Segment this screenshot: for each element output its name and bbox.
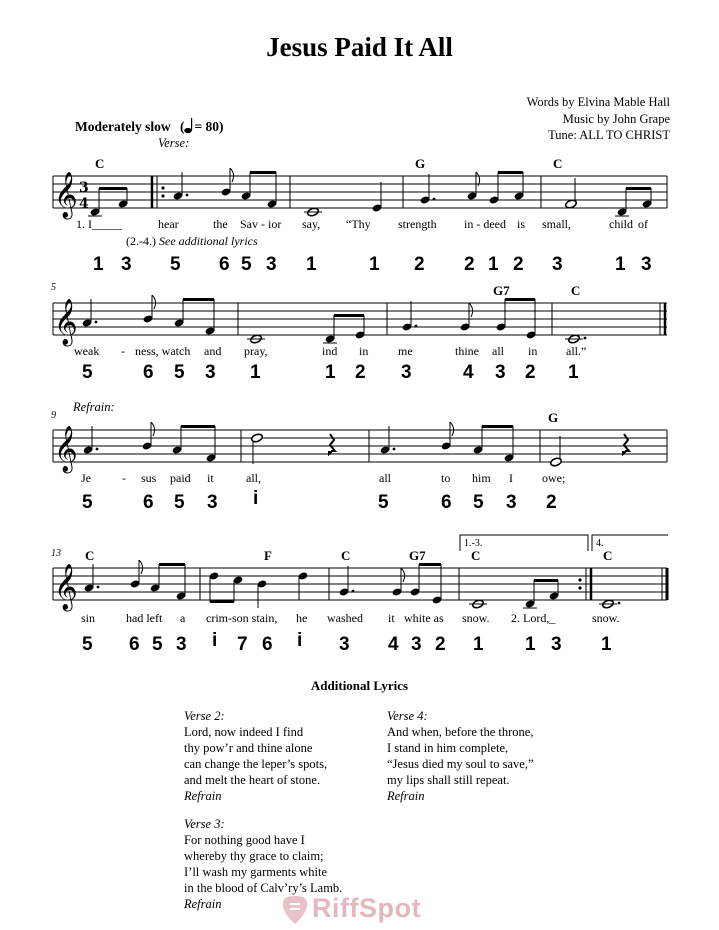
scale-degree: 2 [414, 254, 425, 275]
music-staff [0, 560, 719, 614]
verse-line: Lord, now indeed I find [184, 725, 304, 739]
verse-label: Verse: [158, 136, 190, 150]
scale-degree: 3 [552, 254, 563, 275]
ending-brackets [458, 533, 673, 553]
verse-line: And when, before the throne, [387, 725, 534, 739]
lyric-syllable: had left [126, 611, 163, 625]
refrain-cue: Refrain [387, 789, 425, 803]
verse-label: Verse 3: [184, 817, 225, 831]
quarter-note-icon [184, 118, 194, 134]
chord-symbol: C [85, 548, 95, 563]
verse-line: “Jesus died my soul to save,” [387, 757, 534, 771]
scale-degree: 3 [551, 634, 562, 655]
scale-degree: 5 [241, 254, 252, 275]
treble-clef-icon: 𝄞 [54, 172, 78, 218]
treble-clef-icon: 𝄞 [54, 426, 78, 472]
chord-symbol: C [603, 548, 613, 563]
lyric-syllable: all.” [566, 344, 587, 358]
lyric-syllable: paid [170, 471, 191, 485]
lyric-syllable: say, [302, 217, 321, 231]
chord-symbol: F [264, 548, 272, 563]
additional-lyrics-note [126, 234, 258, 249]
tempo-marking [75, 118, 224, 135]
scale-degree: 3 [506, 492, 517, 513]
lyric-syllable: Sav - ior [240, 217, 282, 231]
chord-symbol: G [415, 156, 426, 171]
refrain-cue: Refrain [184, 897, 222, 911]
treble-clef-icon: 𝄞 [54, 299, 78, 345]
verse-label: Verse 4: [387, 709, 428, 723]
first-ending-label: 1.-3. [464, 538, 483, 549]
chord-symbol: G7 [409, 548, 426, 563]
verse-line: in the blood of Calv’ry’s Lamb. [184, 881, 343, 895]
lyric-syllable: it [388, 611, 395, 625]
scale-degree: 1 [369, 254, 380, 275]
verse-label: Verse 2: [184, 709, 225, 723]
lyric-syllable: snow. [592, 611, 620, 625]
lyric-syllable: - [121, 344, 125, 358]
scale-degree: 3 [205, 362, 216, 383]
music-staff [0, 168, 719, 222]
second-ending-label: 4. [596, 538, 604, 549]
scale-degree: 5 [82, 362, 93, 383]
scale-degree: 3 [411, 634, 422, 655]
verse-line: I’ll wash my garments white [184, 865, 328, 879]
measure-number: 13 [51, 548, 61, 559]
lyric-syllable: ness, watch [135, 344, 191, 358]
scale-degree: 1 [525, 634, 536, 655]
lyric-syllable: to [441, 471, 451, 485]
chord-symbol: C [571, 283, 581, 298]
page-title: Jesus Paid It All [266, 32, 453, 62]
scale-degree: 1 [250, 362, 261, 383]
verse-line: my lips shall still repeat. [387, 773, 510, 787]
scale-degree: 5 [174, 492, 185, 513]
lyric-syllable: pray, [244, 344, 268, 358]
tempo-value: = 80) [194, 119, 224, 134]
chord-symbol: G7 [493, 283, 510, 298]
lyric-syllable: white as [404, 611, 444, 625]
refrain-label: Refrain: [73, 400, 115, 414]
lyric-syllable: in [528, 344, 538, 358]
refrain-cue: Refrain [184, 789, 222, 803]
time-sig-bottom: 4 [79, 196, 89, 212]
chord-symbol: C [471, 548, 481, 563]
lyric-syllable: 1. I_____ [76, 217, 122, 231]
lyric-syllable: snow. [462, 611, 490, 625]
verse-line: thy pow’r and thine alone [184, 741, 313, 755]
scale-degree: 1 [93, 254, 104, 275]
scale-degree: 6 [262, 634, 273, 655]
verse-range: (2.-4.) [126, 234, 156, 248]
lyric-syllable: child [609, 217, 633, 231]
verse-line: I stand in him complete, [387, 741, 509, 755]
scale-degree: 2 [513, 254, 524, 275]
scale-degree: 6 [129, 634, 140, 655]
scale-degree: 3 [266, 254, 277, 275]
tempo-label: Moderately slow [75, 119, 171, 134]
scale-degree: 2 [525, 362, 536, 383]
scale-degree: 5 [170, 254, 181, 275]
verse-line: can change the leper’s spots, [184, 757, 328, 771]
verse-block [387, 708, 534, 804]
lyric-syllable: me [398, 344, 413, 358]
lyric-syllable: of [638, 217, 648, 231]
measure-number: 9 [51, 410, 56, 421]
guitar-pick-icon [280, 894, 310, 926]
music-credit: Music by John Grape [562, 112, 670, 126]
lyric-syllable: all [379, 471, 391, 485]
lyric-syllable: small, [542, 217, 571, 231]
lyric-syllable: him [472, 471, 491, 485]
lyric-syllable: a [180, 611, 186, 625]
lyric-syllable: washed [327, 611, 363, 625]
time-sig-top: 3 [79, 180, 89, 196]
scale-degree: 6 [143, 362, 154, 383]
lyric-syllable: hear [158, 217, 179, 231]
lyric-syllable: 2. Lord,_ [511, 611, 556, 625]
scale-degree: 5 [174, 362, 185, 383]
scale-degree: 2 [464, 254, 475, 275]
chord-symbol: C [341, 548, 351, 563]
scale-degree: 3 [401, 362, 412, 383]
scale-degree: 3 [176, 634, 187, 655]
lyric-syllable: the [213, 217, 228, 231]
scale-degree: 7 [237, 634, 248, 655]
music-staff [0, 295, 719, 349]
lyric-syllable: I [509, 471, 513, 485]
scale-degree: 5 [82, 492, 93, 513]
scale-degree: 3 [641, 254, 652, 275]
scale-degree: 2 [435, 634, 446, 655]
tune-credit: Tune: ALL TO CHRIST [548, 128, 670, 142]
lyric-syllable: sus [141, 471, 157, 485]
scale-degree: 5 [378, 492, 389, 513]
lyric-syllable: thine [455, 344, 479, 358]
scale-degree: 3 [495, 362, 506, 383]
quarter-rest-icon [623, 434, 629, 454]
lyric-syllable: strength [398, 217, 437, 231]
scale-degree: i [253, 488, 259, 509]
see-additional-note: See additional lyrics [159, 234, 258, 248]
scale-degree: 2 [355, 362, 366, 383]
lyric-syllable: all [492, 344, 504, 358]
lyric-syllable: he [296, 611, 308, 625]
lyric-syllable: Je [81, 471, 91, 485]
scale-degree: 1 [568, 362, 579, 383]
chord-symbol: G [548, 410, 559, 425]
verse-block [184, 708, 327, 804]
scale-degree: 1 [615, 254, 626, 275]
lyric-syllable: crim-son stain, [206, 611, 278, 625]
scale-degree: i [212, 630, 218, 651]
scale-degree: 1 [306, 254, 317, 275]
scale-degree: 3 [121, 254, 132, 275]
scale-degree: 4 [463, 362, 474, 383]
chord-symbol: C [553, 156, 563, 171]
tempo-open-paren: ( [179, 119, 185, 134]
scale-degree: 4 [388, 634, 399, 655]
lyric-syllable: is [517, 217, 526, 231]
lyric-syllable: and [204, 344, 222, 358]
additional-lyrics-heading: Additional Lyrics [310, 678, 409, 693]
music-staff [0, 422, 719, 476]
scale-degree: 1 [473, 634, 484, 655]
scale-degree: 6 [441, 492, 452, 513]
quarter-rest-icon [329, 434, 335, 454]
scale-degree: 1 [601, 634, 612, 655]
scale-degree: 5 [152, 634, 163, 655]
scale-degree: 6 [143, 492, 154, 513]
lyric-syllable: it [207, 471, 214, 485]
lyric-syllable: ind [322, 344, 338, 358]
lyric-syllable: in [359, 344, 369, 358]
scale-degree: 6 [219, 254, 230, 275]
lyric-syllable: “Thy [346, 217, 371, 231]
lyric-syllable: sin [81, 611, 96, 625]
lyric-syllable: in - deed [464, 217, 506, 231]
lyric-syllable: - [122, 471, 126, 485]
scale-degree: 1 [325, 362, 336, 383]
verse-line: and melt the heart of stone. [184, 773, 321, 787]
scale-degree: 2 [546, 492, 557, 513]
verse-line: whereby thy grace to claim; [184, 849, 324, 863]
lyric-syllable: owe; [542, 471, 566, 485]
verse-line: For nothing good have I [184, 833, 305, 847]
scale-degree: 1 [488, 254, 499, 275]
scale-degree: 5 [473, 492, 484, 513]
scale-degree: 3 [207, 492, 218, 513]
chord-symbol: C [95, 156, 105, 171]
scale-degree: 5 [82, 634, 93, 655]
treble-clef-icon: 𝄞 [54, 564, 78, 610]
measure-number: 5 [51, 282, 56, 293]
lyric-syllable: weak [74, 344, 100, 358]
words-credit: Words by Elvina Mable Hall [526, 95, 670, 109]
watermark-logo: RiffSpot [312, 893, 421, 923]
lyric-syllable: all, [246, 471, 261, 485]
scale-degree: 3 [339, 634, 350, 655]
scale-degree: i [297, 630, 303, 651]
